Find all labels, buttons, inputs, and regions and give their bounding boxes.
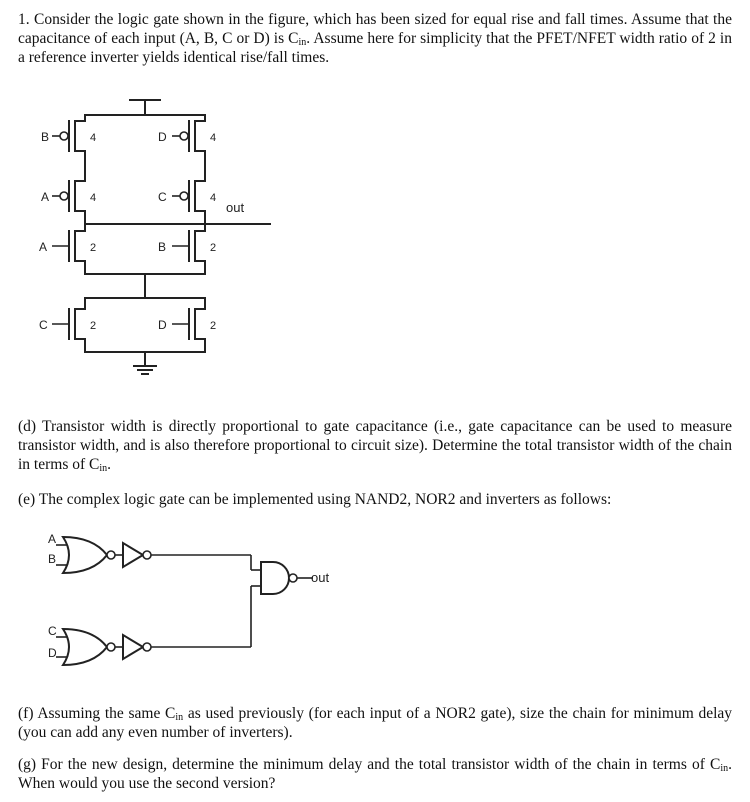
pmos-c-gate-label: C	[158, 190, 167, 204]
cin-subscript: in	[298, 37, 307, 48]
part-e	[18, 490, 732, 509]
problem-text-tail: . Assume here for simplicity that the PFET/NFET width ratio of 2 in a reference inverter yields identical rise/fall times.	[18, 30, 732, 66]
nmos-b	[158, 231, 216, 261]
pmos-c-width: 4	[210, 192, 217, 204]
pmos-b-width: 4	[90, 132, 97, 144]
part-g-subscript: in	[720, 763, 729, 774]
part-f-tail: as used previously (for each input of a NOR2 gate), size the chain for minimum delay (you can add any even number of inverters).	[18, 705, 733, 741]
nmos-a	[39, 231, 96, 261]
nmos-d	[158, 309, 216, 339]
inverter-top	[123, 543, 151, 567]
input-d-label: D	[48, 646, 57, 660]
input-b-label: B	[48, 552, 57, 566]
nmos-b-gate-label: B	[158, 240, 167, 254]
part-f-subscript: in	[175, 712, 184, 723]
inverter-bottom	[123, 635, 151, 659]
pmos-b	[41, 121, 96, 151]
pmos-d	[158, 121, 216, 151]
part-d-subscript: in	[99, 463, 108, 474]
output-label: out	[226, 200, 245, 215]
nmos-c-gate-label: C	[39, 318, 48, 332]
problem-statement	[18, 10, 732, 67]
gate-level-diagram	[45, 522, 365, 682]
problem-text: 1. Consider the logic gate shown in the figure, which has been sized for equal rise and fall times. Assume that the capacitance of each input (A, B, C or D) is C	[18, 11, 732, 47]
nmos-a-width: 2	[90, 242, 97, 254]
nmos-a-gate-label: A	[39, 240, 48, 254]
part-f-text: (f) Assuming the same C	[18, 705, 176, 722]
part-e-text: (e) The complex logic gate can be implemented using NAND2, NOR2 and inverters as follows:	[18, 491, 612, 508]
nor2-gate-bottom	[48, 624, 115, 665]
pmos-a-gate-label: A	[41, 190, 50, 204]
nmos-d-width: 2	[210, 320, 217, 332]
nmos-d-gate-label: D	[158, 318, 167, 332]
nmos-b-width: 2	[210, 242, 217, 254]
part-d-text: (d) Transistor width is directly proportional to gate capacitance (i.e., gate capacitance can be used to measure transistor width, and is also therefore proportional to circuit size). Determine the total transistor width of the chain in terms of C	[18, 418, 732, 473]
nand2-gate	[261, 562, 297, 594]
nmos-c	[39, 309, 96, 339]
input-c-label: C	[48, 624, 57, 638]
nor2-gate-top	[48, 532, 115, 573]
part-g-text: (g) For the new design, determine the minimum delay and the total transistor width of the chain in terms of C	[18, 756, 721, 773]
pmos-c	[158, 181, 216, 211]
nmos-c-width: 2	[90, 320, 97, 332]
part-f	[18, 704, 732, 742]
input-a-label: A	[48, 532, 57, 546]
part-d	[18, 417, 732, 474]
part-g	[18, 755, 732, 793]
cmos-circuit-diagram	[30, 85, 290, 385]
part-d-tail: .	[107, 456, 112, 473]
pmos-a-width: 4	[90, 192, 97, 204]
pmos-b-gate-label: B	[41, 130, 50, 144]
pmos-a	[41, 181, 96, 211]
pmos-d-width: 4	[210, 132, 217, 144]
gate-output-label: out	[311, 570, 330, 585]
part-g-tail: . When would you use the second version?	[18, 756, 732, 792]
pmos-d-gate-label: D	[158, 130, 167, 144]
